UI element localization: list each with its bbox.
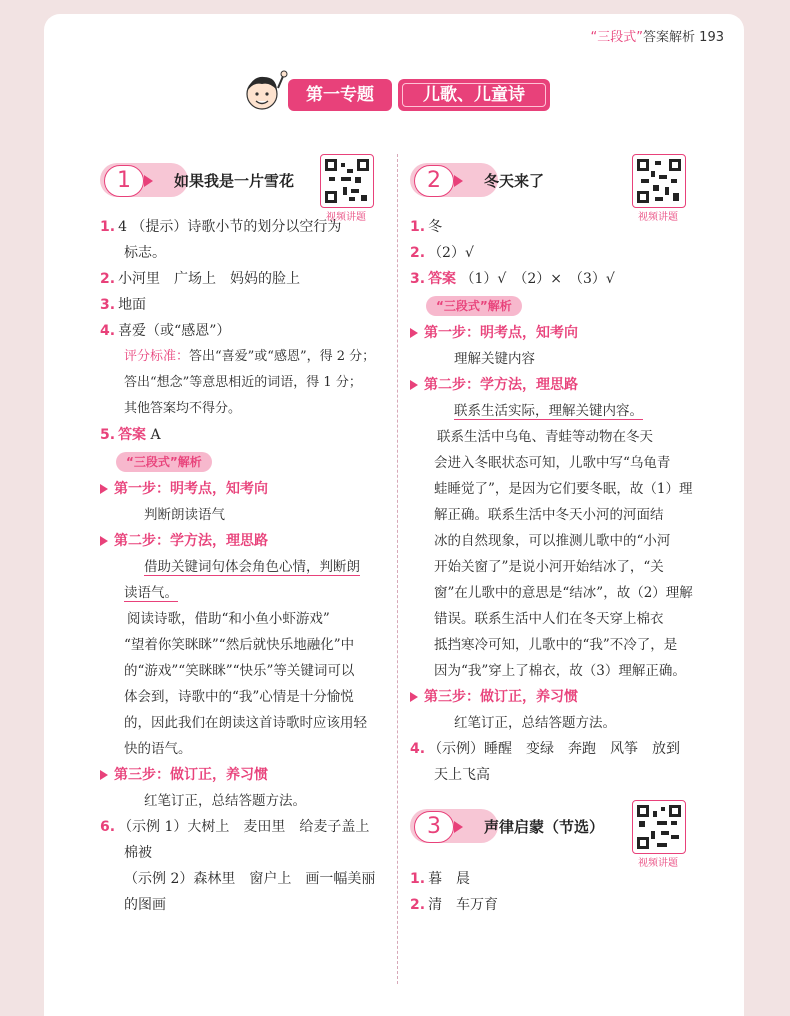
topic-banner bbox=[240, 74, 550, 114]
step-1-text: 判断朗读语气 bbox=[144, 507, 225, 523]
arrow-icon bbox=[454, 175, 463, 187]
step-2: 第二步：学方法，理思路 bbox=[410, 372, 730, 398]
bullet-icon bbox=[100, 484, 108, 494]
analysis-text: 开始关窗了”是说小河开始结冰了，“关 bbox=[434, 559, 664, 575]
column-divider bbox=[397, 154, 398, 984]
analysis-text: 解正确。联系生活中冬天小河的河面结 bbox=[434, 507, 664, 523]
step-2-summary-cont: 读语气。 bbox=[124, 585, 178, 601]
answer-6-example-2: （示例 2）森林里 窗户上 画一幅美丽 bbox=[124, 871, 376, 887]
page bbox=[44, 14, 744, 1016]
step-3-text: 红笔订正，总结答题方法。 bbox=[144, 793, 306, 809]
answer-6: 6. （示例 1）大树上 麦田里 给麦子盖上 bbox=[100, 819, 370, 835]
analysis-text: 错误。联系生活中人们在冬天穿上棉衣 bbox=[434, 611, 664, 627]
answer-6-cont: 棉被 bbox=[124, 845, 152, 861]
header-highlight: “三段式” bbox=[590, 30, 644, 45]
analysis-tag: “三段式”解析 bbox=[426, 296, 522, 316]
analysis-tag: “三段式”解析 bbox=[116, 452, 212, 472]
bullet-icon bbox=[410, 380, 418, 390]
arrow-icon bbox=[454, 821, 463, 833]
section-3-heading bbox=[410, 800, 730, 869]
qr-code-icon[interactable] bbox=[632, 800, 686, 854]
qr-caption: 视频讲题 bbox=[638, 858, 678, 869]
boy-mascot-icon bbox=[240, 68, 288, 116]
step-2-summary: 联系生活实际，理解关键内容。 bbox=[454, 403, 643, 419]
scoring-standard: 评分标准：答出“喜爱”或“感恩”，得 2 分； bbox=[124, 349, 376, 364]
qr-caption: 视频讲题 bbox=[638, 212, 678, 223]
answer-5: 5. 答案 A bbox=[100, 427, 161, 443]
analysis-text: 的“游戏”“笑眯眯”“快乐”等关键词可以 bbox=[124, 663, 355, 679]
section-title: 冬天来了 bbox=[484, 172, 545, 190]
step-2-summary: 借助关键词句体会角色心情，判断朗 bbox=[144, 559, 360, 575]
banner-name: 儿歌、儿童诗 bbox=[398, 79, 550, 111]
analysis-text: 阅读诗歌，借助“和小鱼小虾游戏” bbox=[127, 611, 330, 627]
analysis-text: 会进入冬眠状态可知，儿歌中写“乌龟青 bbox=[434, 455, 671, 471]
analysis-text: 体会到，诗歌中的“我”心情是十分愉悦 bbox=[124, 689, 354, 705]
answer-4: 4. 喜爱（或“感恩”） bbox=[100, 323, 231, 339]
header-text: 答案解析 bbox=[643, 30, 696, 45]
analysis-text: 冰的自然现象，可以推测儿歌中的“小河 bbox=[434, 533, 671, 549]
analysis-text: 的，因此我们在朗读这首诗歌时应该用轻 bbox=[124, 715, 367, 731]
answer-2: 2. 清 车万育 bbox=[410, 897, 499, 913]
bullet-icon bbox=[100, 536, 108, 546]
analysis-text: 快的语气。 bbox=[124, 741, 192, 757]
section-2-heading bbox=[410, 154, 730, 223]
qr-code-icon[interactable] bbox=[632, 154, 686, 208]
bullet-icon bbox=[410, 692, 418, 702]
analysis-text: “望着你笑眯眯”“然后就快乐地融化”中 bbox=[124, 637, 355, 653]
qr-code-icon[interactable] bbox=[320, 154, 374, 208]
page-header bbox=[591, 26, 724, 45]
analysis-text: 窗”在儿歌中的意思是“结冰”，故（2）理解 bbox=[434, 585, 693, 601]
answer-1: 1. 4 （提示）诗歌小节的划分以空行为 bbox=[100, 219, 342, 235]
step-2: 第二步：学方法，理思路 bbox=[100, 528, 385, 554]
answer-6-cont-2: 的图画 bbox=[124, 897, 166, 913]
answer-2: 2. 小河里 广场上 妈妈的脸上 bbox=[100, 271, 301, 287]
bullet-icon bbox=[100, 770, 108, 780]
answer-3: 3. 答案 （1）√ （2）× （3）√ bbox=[410, 271, 615, 287]
answer-1-cont: 标志。 bbox=[124, 245, 166, 261]
answer-4-cont: 天上飞高 bbox=[434, 767, 490, 783]
analysis-text: 抵挡寒冷可知，儿歌中的“我”不冷了，是 bbox=[434, 637, 678, 653]
answer-1: 1. 冬 bbox=[410, 219, 443, 235]
bullet-icon bbox=[410, 328, 418, 338]
step-3: 第三步：做订正，养习惯 bbox=[100, 762, 385, 788]
section-title: 如果我是一片雪花 bbox=[174, 172, 295, 190]
step-1-text: 理解关键内容 bbox=[454, 351, 535, 367]
banner-topic: 第一专题 bbox=[288, 79, 392, 111]
analysis-text: 联系生活中乌龟、青蛙等动物在冬天 bbox=[437, 429, 653, 445]
scoring-standard-2: 答出“想念”等意思相近的词语，得 1 分； bbox=[124, 375, 362, 390]
answer-3: 3. 地面 bbox=[100, 297, 147, 313]
answer-2: 2. （2）√ bbox=[410, 245, 474, 261]
section-title: 声律启蒙（节选） bbox=[484, 818, 605, 836]
section-number: 3 bbox=[414, 811, 454, 843]
answer-1: 1. 暮 晨 bbox=[410, 871, 471, 887]
section-number: 2 bbox=[414, 165, 454, 197]
scoring-standard-3: 其他答案均不得分。 bbox=[124, 401, 242, 416]
answer-4: 4. （示例）睡醒 变绿 奔跑 风筝 放到 bbox=[410, 741, 681, 757]
step-1: 第一步：明考点，知考向 bbox=[100, 476, 385, 502]
analysis-text: 蛙睡觉了”，是因为它们要冬眠，故（1）理 bbox=[434, 481, 693, 497]
page-number: 193 bbox=[699, 30, 724, 45]
step-3-text: 红笔订正，总结答题方法。 bbox=[454, 715, 616, 731]
step-1: 第一步：明考点，知考向 bbox=[410, 320, 730, 346]
left-column bbox=[100, 154, 385, 918]
analysis-text: 因为“我”穿上了棉衣，故（3）理解正确。 bbox=[434, 663, 686, 679]
section-1-heading bbox=[100, 154, 385, 223]
arrow-icon bbox=[144, 175, 153, 187]
step-3: 第三步：做订正，养习惯 bbox=[410, 684, 730, 710]
qr-caption: 视频讲题 bbox=[326, 212, 366, 223]
section-number: 1 bbox=[104, 165, 144, 197]
right-column bbox=[410, 154, 730, 918]
